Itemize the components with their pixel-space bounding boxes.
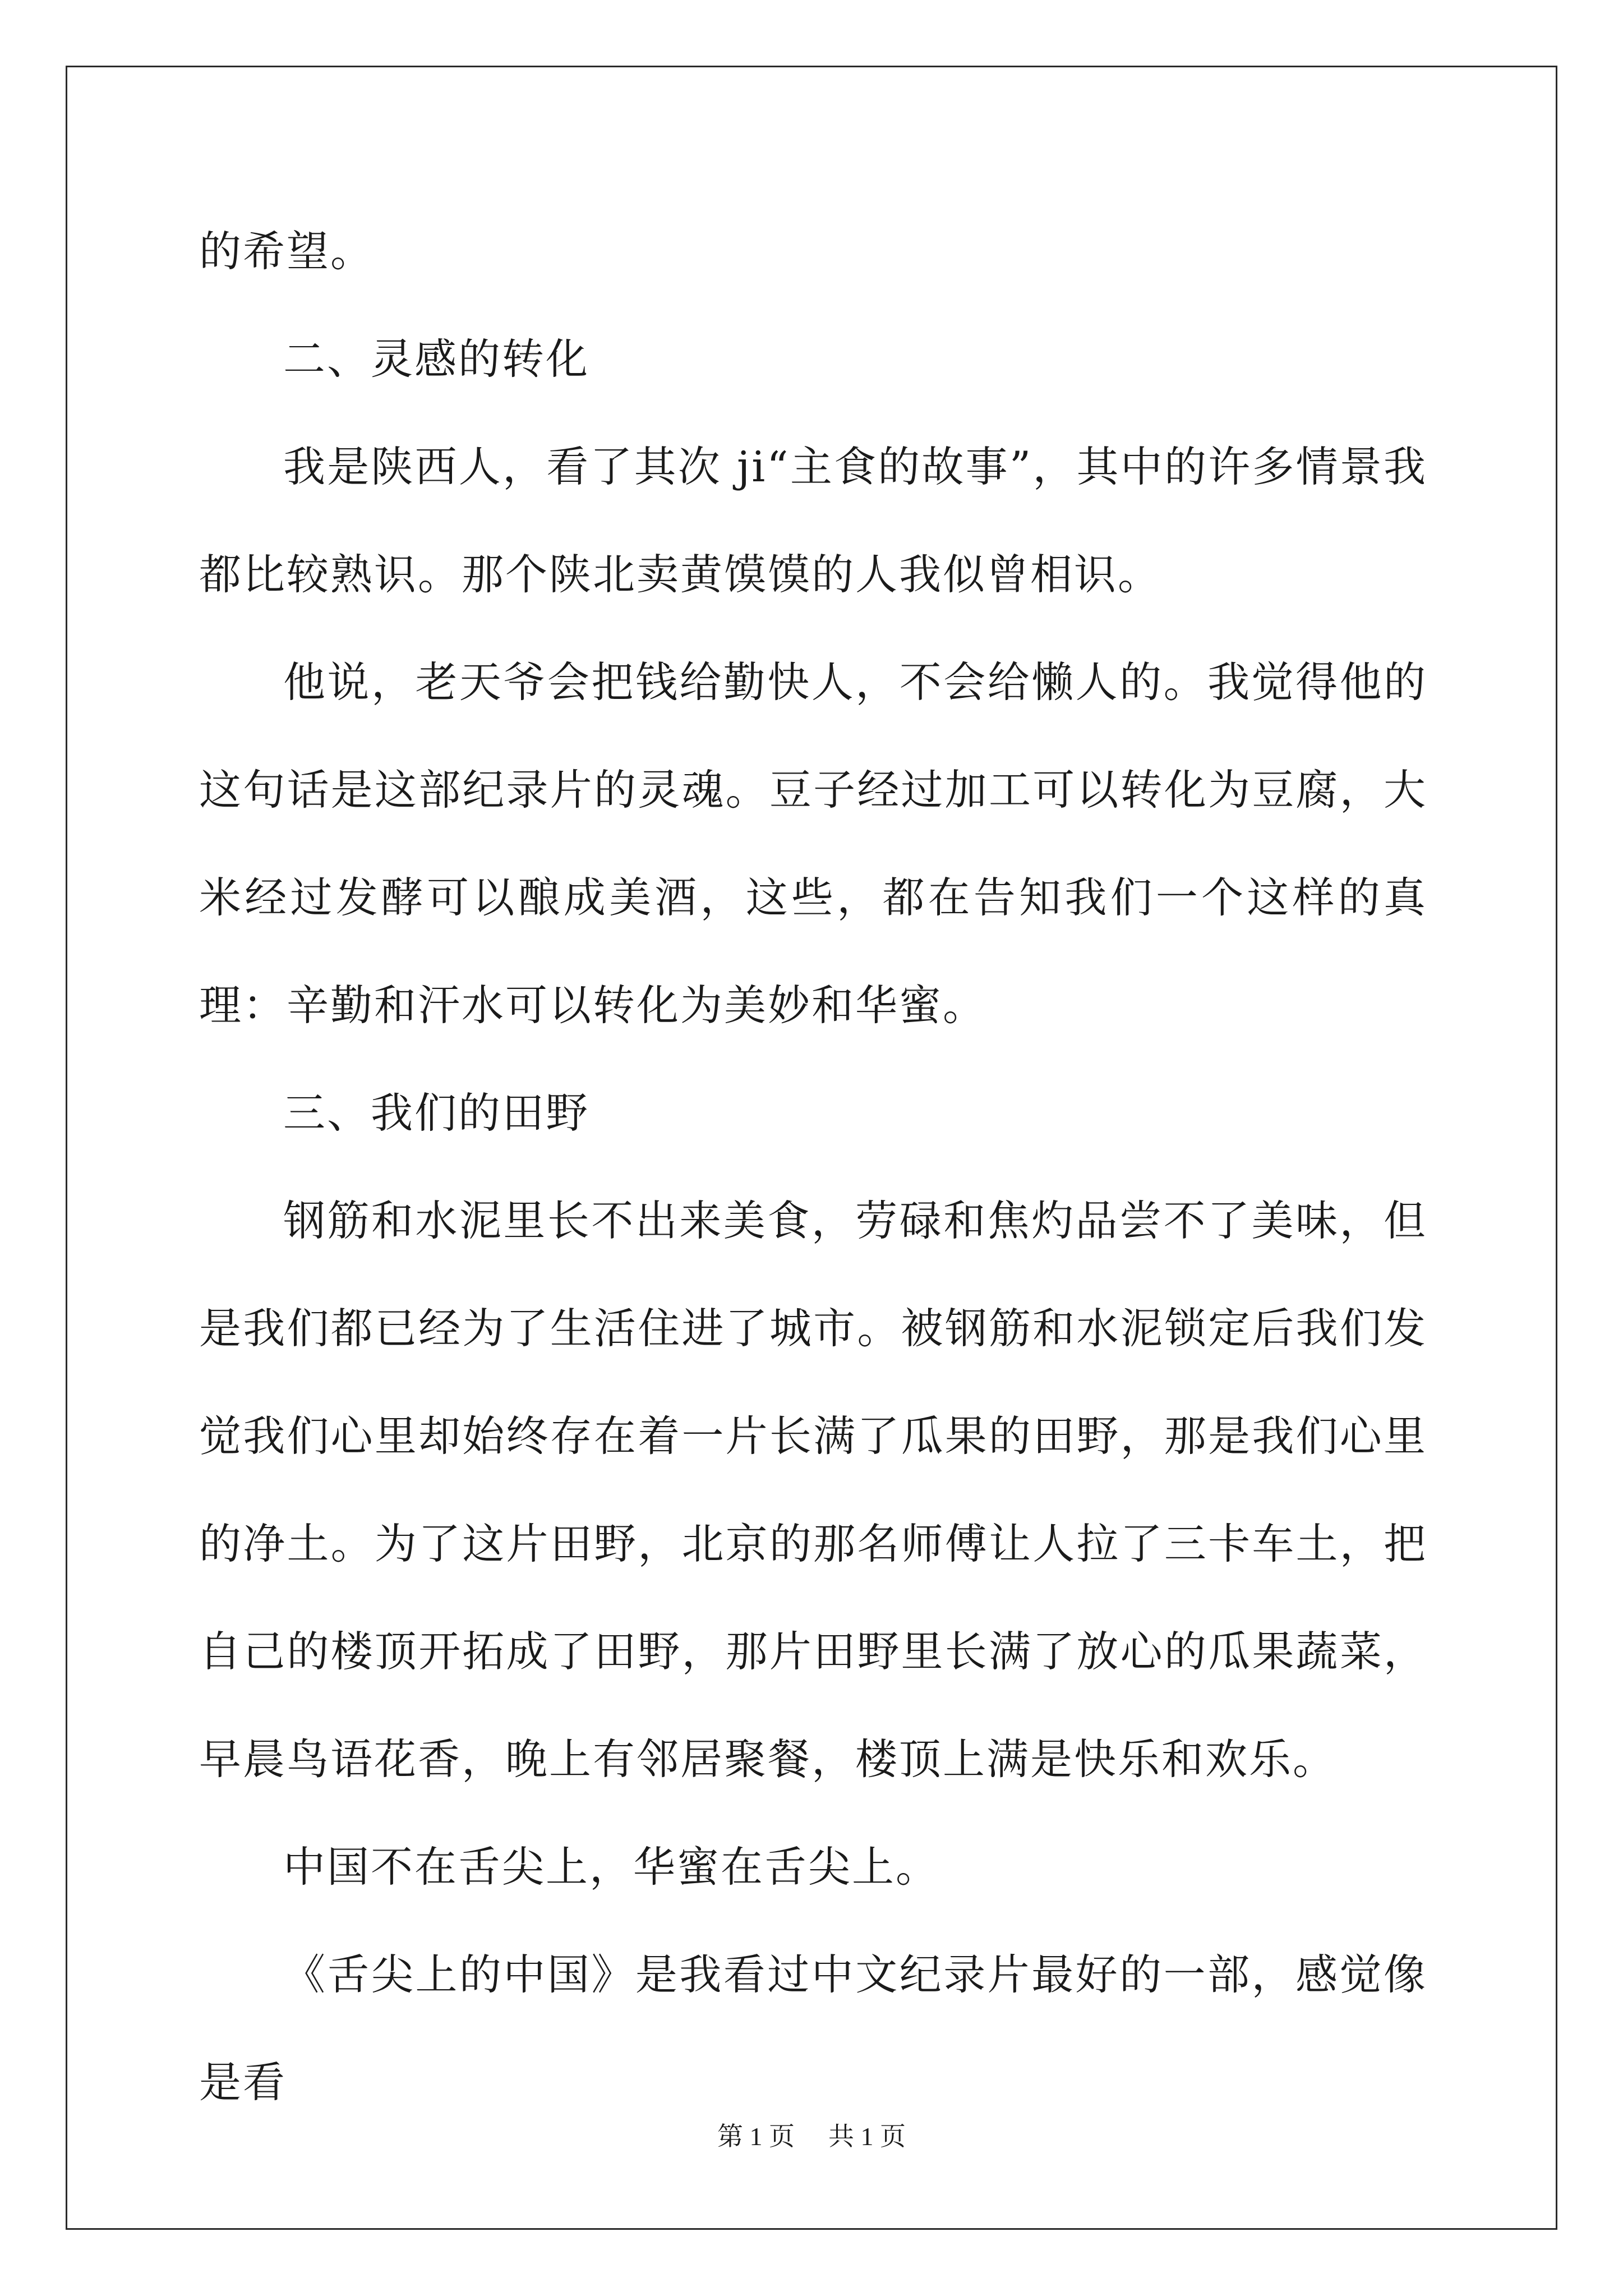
document-body — [199, 197, 1427, 2136]
page-total: 共 1 页 — [828, 2122, 906, 2151]
paragraph-3: 我是陕西人，看了其次 ji“主食的故事”，其中的许多情景我都比较熟识。那个陕北卖黄馍馍的人我似曾相识。 — [199, 442, 1427, 599]
section-heading-2: 二、灵感的转化 — [283, 334, 590, 384]
paragraph-6: 钢筋和水泥里长不出来美食，劳碌和焦灼品尝不了美味，但是我们都已经为了生活住进了城市。被钢筋和水泥锁定后我们发觉我们心里却始终存在着一片长满了瓜果的田野，那是我们心里的净土。为了这片田野，北京的那名师傅让人拉了三卡车土，把自己的楼顶开拓成了田野，那片田野里长满了放心的瓜果蔬菜，早晨鸟语花香，晚上有邻居聚餐，楼顶上满是快乐和欢乐。 — [199, 1196, 1427, 1784]
paragraph-8: 《舌尖上的中国》是我看过中文纪录片最好的一部，感觉像是看 — [199, 1950, 1427, 2107]
paragraph-1: 的希望。 — [199, 227, 375, 276]
paragraph-4: 他说，老天爷会把钱给勤快人，不会给懒人的。我觉得他的这句话是这部纪录片的灵魂。豆子经过加工可以转化为豆腐，大米经过发酵可以酿成美酒，这些，都在告知我们一个这样的真理：辛勤和汗水可以转化为美妙和华蜜。 — [199, 657, 1427, 1030]
section-heading-3: 三、我们的田野 — [283, 1088, 590, 1138]
page-number: 第 1 页 — [717, 2122, 795, 2151]
page-footer — [0, 2116, 1623, 2153]
paragraph-7: 中国不在舌尖上，华蜜在舌尖上。 — [283, 1842, 940, 1892]
